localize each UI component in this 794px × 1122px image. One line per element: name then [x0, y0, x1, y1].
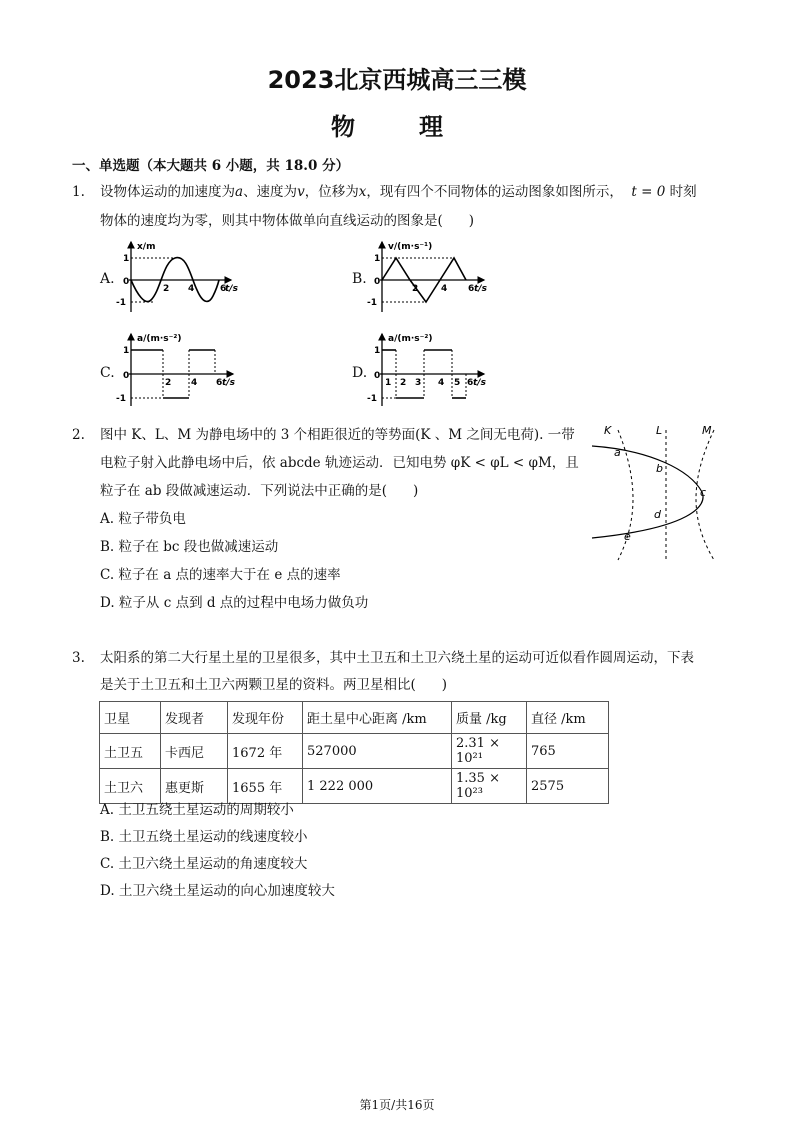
table-cell: 527000 [303, 734, 452, 769]
y-axis-label: a/(m·s⁻²) [137, 334, 182, 344]
table-cell: 1672 年 [228, 734, 303, 769]
page-number: 第1页/共16页 [359, 1098, 435, 1112]
equipotential-figure [590, 420, 725, 565]
section-heading: 一、单选题（本大题共 6 小题，共 18.0 分） [72, 158, 350, 174]
origin-label: 0 [123, 371, 130, 381]
tick-label: 1 [123, 254, 130, 264]
question-2-option-a: A. 粒子带负电 [100, 511, 186, 527]
tick-label: 4 [438, 378, 445, 388]
question-1-line-1: 设物体运动的加速度为a、速度为v，位移为x，现有四个不同物体的运动图象如图所示， t = 0 时刻 [100, 184, 697, 200]
label-m: M [702, 424, 712, 437]
y-axis-label: x/m [137, 242, 156, 252]
tick-label: 1 [374, 254, 381, 264]
tick-label: 2 [165, 378, 172, 388]
table-header: 卫星 [100, 702, 161, 734]
question-3-option-c: C. 土卫六绕土星运动的角速度较大 [100, 856, 308, 872]
question-2-option-b: B. 粒子在 bc 段也做减速运动 [100, 539, 279, 555]
option-c-label: C. [100, 365, 115, 381]
table-cell: 土卫五 [100, 734, 161, 769]
question-2-number: 2. [72, 427, 85, 443]
satellite-table [99, 701, 609, 804]
tick-label: -1 [116, 394, 126, 404]
table-header: 直径 /km [527, 702, 609, 734]
table-cell: 2.31 × 10²¹ [452, 734, 527, 769]
tick-label: 5 [454, 378, 461, 388]
tick-label: 3 [415, 378, 422, 388]
question-3-line-1: 太阳系的第二大行星土星的卫星很多，其中土卫五和土卫六绕土星的运动可近似看作圆周运动，下表 [100, 650, 694, 666]
table-cell: 1 222 000 [303, 769, 452, 804]
tick-label: 2 [412, 284, 419, 294]
table-cell: 2575 [527, 769, 609, 804]
graph-b [366, 238, 506, 318]
tick-label: 6 [220, 284, 227, 294]
option-d-label: D. [352, 365, 368, 381]
question-1-number: 1. [72, 184, 85, 200]
question-2-line-3: 粒子在 ab 段做减速运动．下列说法中正确的是( ) [100, 483, 419, 499]
x-axis-label: t/s [225, 284, 238, 294]
x-axis-label: t/s [474, 284, 487, 294]
exam-subject: 物 理 [331, 113, 463, 141]
question-1-line-2: 物体的速度均为零，则其中物体做单向直线运动的图象是( ) [100, 213, 475, 229]
graph-d [366, 330, 506, 410]
tick-label: 4 [191, 378, 198, 388]
x-axis-label: t/s [222, 378, 235, 388]
question-3-option-d: D. 土卫六绕土星运动的向心加速度较大 [100, 883, 335, 899]
tick-label: 2 [400, 378, 407, 388]
table-header: 发现者 [161, 702, 228, 734]
tick-label: 2 [163, 284, 170, 294]
question-3-number: 3. [72, 650, 85, 666]
question-2-line-2: 电粒子射入此静电场中后，依 abcde 轨迹运动．已知电势 φK < φL < φM，且 [100, 455, 579, 471]
tick-label: 1 [374, 346, 381, 356]
y-axis-label: v/(m·s⁻¹) [388, 242, 433, 252]
question-2-option-d: D. 粒子从 c 点到 d 点的过程中电场力做负功 [100, 595, 369, 611]
label-k: K [604, 424, 612, 437]
option-a-label: A. [100, 271, 115, 287]
question-3-option-a: A. 土卫五绕土星运动的周期较小 [100, 802, 294, 818]
point-d: d [654, 508, 661, 521]
tick-label: 6 [467, 378, 474, 388]
table-cell: 1655 年 [228, 769, 303, 804]
origin-label: 0 [123, 277, 130, 287]
table-header-row [100, 702, 609, 734]
origin-label: 0 [374, 371, 381, 381]
table-header: 质量 /kg [452, 702, 527, 734]
table-cell: 惠更斯 [161, 769, 228, 804]
tick-label: -1 [116, 298, 126, 308]
tick-label: -1 [367, 298, 377, 308]
question-2-option-c: C. 粒子在 a 点的速率大于在 e 点的速率 [100, 567, 341, 583]
graph-a [115, 238, 255, 318]
point-b: b [656, 462, 663, 475]
tick-label: 6 [216, 378, 223, 388]
tick-label: 1 [123, 346, 130, 356]
tick-label: 6 [468, 284, 475, 294]
table-header: 距土星中心距离 /km [303, 702, 452, 734]
tick-label: -1 [367, 394, 377, 404]
option-b-label: B. [352, 271, 367, 287]
table-cell: 卡西尼 [161, 734, 228, 769]
tick-label: 4 [188, 284, 195, 294]
tick-label: 4 [441, 284, 448, 294]
x-axis-label: t/s [473, 378, 486, 388]
origin-label: 0 [374, 277, 381, 287]
table-cell: 765 [527, 734, 609, 769]
point-e: e [624, 530, 631, 543]
point-c: c [700, 486, 707, 499]
particle-trajectory [592, 446, 703, 538]
question-2-line-1: 图中 K、L、M 为静电场中的 3 个相距很近的等势面(K 、M 之间无电荷). 一带 [100, 427, 575, 443]
table-cell: 土卫六 [100, 769, 161, 804]
question-3-line-2: 是关于土卫五和土卫六两颗卫星的资料。两卫星相比( ) [100, 677, 448, 693]
point-a: a [614, 446, 621, 459]
label-l: L [656, 424, 663, 437]
table-row [100, 734, 609, 769]
table-cell: 1.35 × 10²³ [452, 769, 527, 804]
graph-c [115, 330, 255, 410]
y-axis-label: a/(m·s⁻²) [388, 334, 433, 344]
tick-label: 1 [385, 378, 392, 388]
question-3-option-b: B. 土卫五绕土星运动的线速度较小 [100, 829, 308, 845]
table-header: 发现年份 [228, 702, 303, 734]
exam-title: 2023北京西城高三三模 [267, 66, 527, 94]
